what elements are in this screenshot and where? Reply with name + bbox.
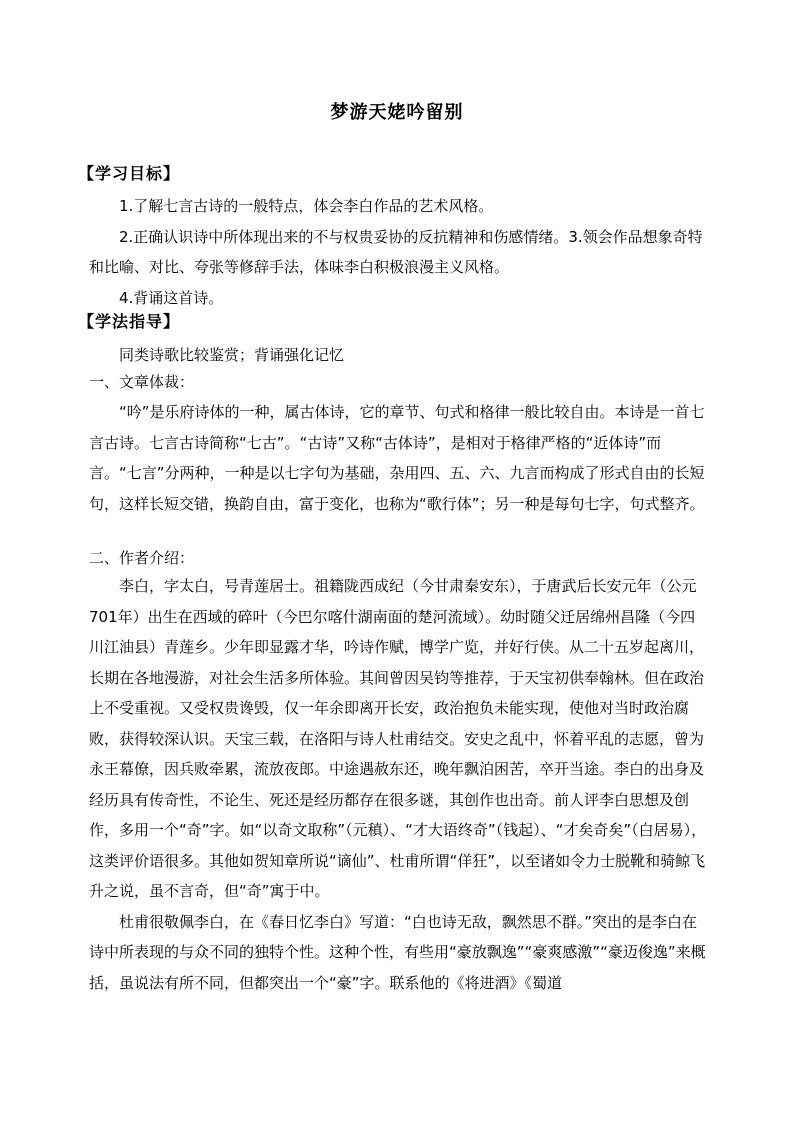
section1-paragraph: “吟”是乐府诗体的一种，属古体诗，它的章节、句式和格律一般比较自由。本诗是一首七言古诗。七言古诗简称“七古”。“古诗”又称“古体诗”，是相对于格律严格的“近体诗”而言。“七言”分两种，一种是以七字句为基础，杂用四、五、六、九言而构成了形式自由的长短句，这样长短交错，换韵自由，富于变化，也称为“歌行体”；另一种是每句七字，句式整齐。 [89,403,705,513]
document-title: 梦游天姥吟留别 [330,102,464,123]
objective-item-3: 4.背诵这首诗。 [119,288,224,307]
section1-heading: 一、文章体裁： [89,373,195,391]
method-heading: 【学法指导】 [78,312,181,331]
section2-paragraph-1: 李白，字太白，号青莲居士。祖籍陇西成纪（今甘肃秦安东），于唐武后长安元年（公元701年）出生在西域的碎叶（今巴尔喀什湖南面的楚河流域）。幼时随父迁居绵州昌隆（今四川江油县）青莲乡。少年即显露才华，吟诗作赋，博学广览，并好行侠。从二十五岁起离川，长期在各地漫游，对社会生活多所体验。其间曾因吴钧等推荐，于天宝初供奉翰林。但在政治上不受重视。又受权贵谗毁，仅一年余即离开长安，政治抱负未能实现，使他对当时政治腐败，获得较深认识。天宝三载，在洛阳与诗人杜甫结交。安史之乱中，怀着平乱的志愿，曾为永王幕僚，因兵败牵累，流放夜郎。中途遇赦东还，晚年飘泊困苦，卒开当途。李白的出身及经历具有传奇性，不论生、死还是经历都存在很多谜，其创作也出奇。前人评李白思想及创作，多用一个“奇”字。如“以奇文取称”（元稹）、“才大语终奇”（钱起）、“才矣奇矣”（白居易），这类评价语很多。其他如贺知章所说“谪仙”、杜甫所谓“佯狂”，以至诸如令力士脱靴和骑鲸飞升之说，虽不言奇，但“奇”寓于中。 [89,577,707,900]
section2-body [89,571,709,998]
objectives-heading: 【学习目标】 [78,164,181,183]
method-text: 同类诗歌比较鉴赏；背诵强化记忆 [119,346,345,364]
objective-item-2: 2.正确认识诗中所体现出来的不与权贵妥协的反抗精神和伤感情绪。3.领会作品想象奇特和比喻、对比、夸张等修辞手法，体味李白积极浪漫主义风格。 [89,227,703,276]
section2-paragraph-2: 杜甫很敬佩李白，在《春日忆李白》写道：“白也诗无敌，飘然思不群。”突出的是李白在诗中所表现的与众不同的独特个性。这种个性，有些用“豪放飘逸”“豪爽感激”“豪迈俊逸”来概括，虽说法有所不同，但都突出一个“豪”字。联系他的《将进酒》《蜀道 [89,912,706,992]
objective-item-1: 1.了解七言古诗的一般特点，体会李白作品的艺术风格。 [119,197,494,215]
section2-heading: 二、作者介绍： [89,549,195,567]
objectives-list [89,191,709,313]
